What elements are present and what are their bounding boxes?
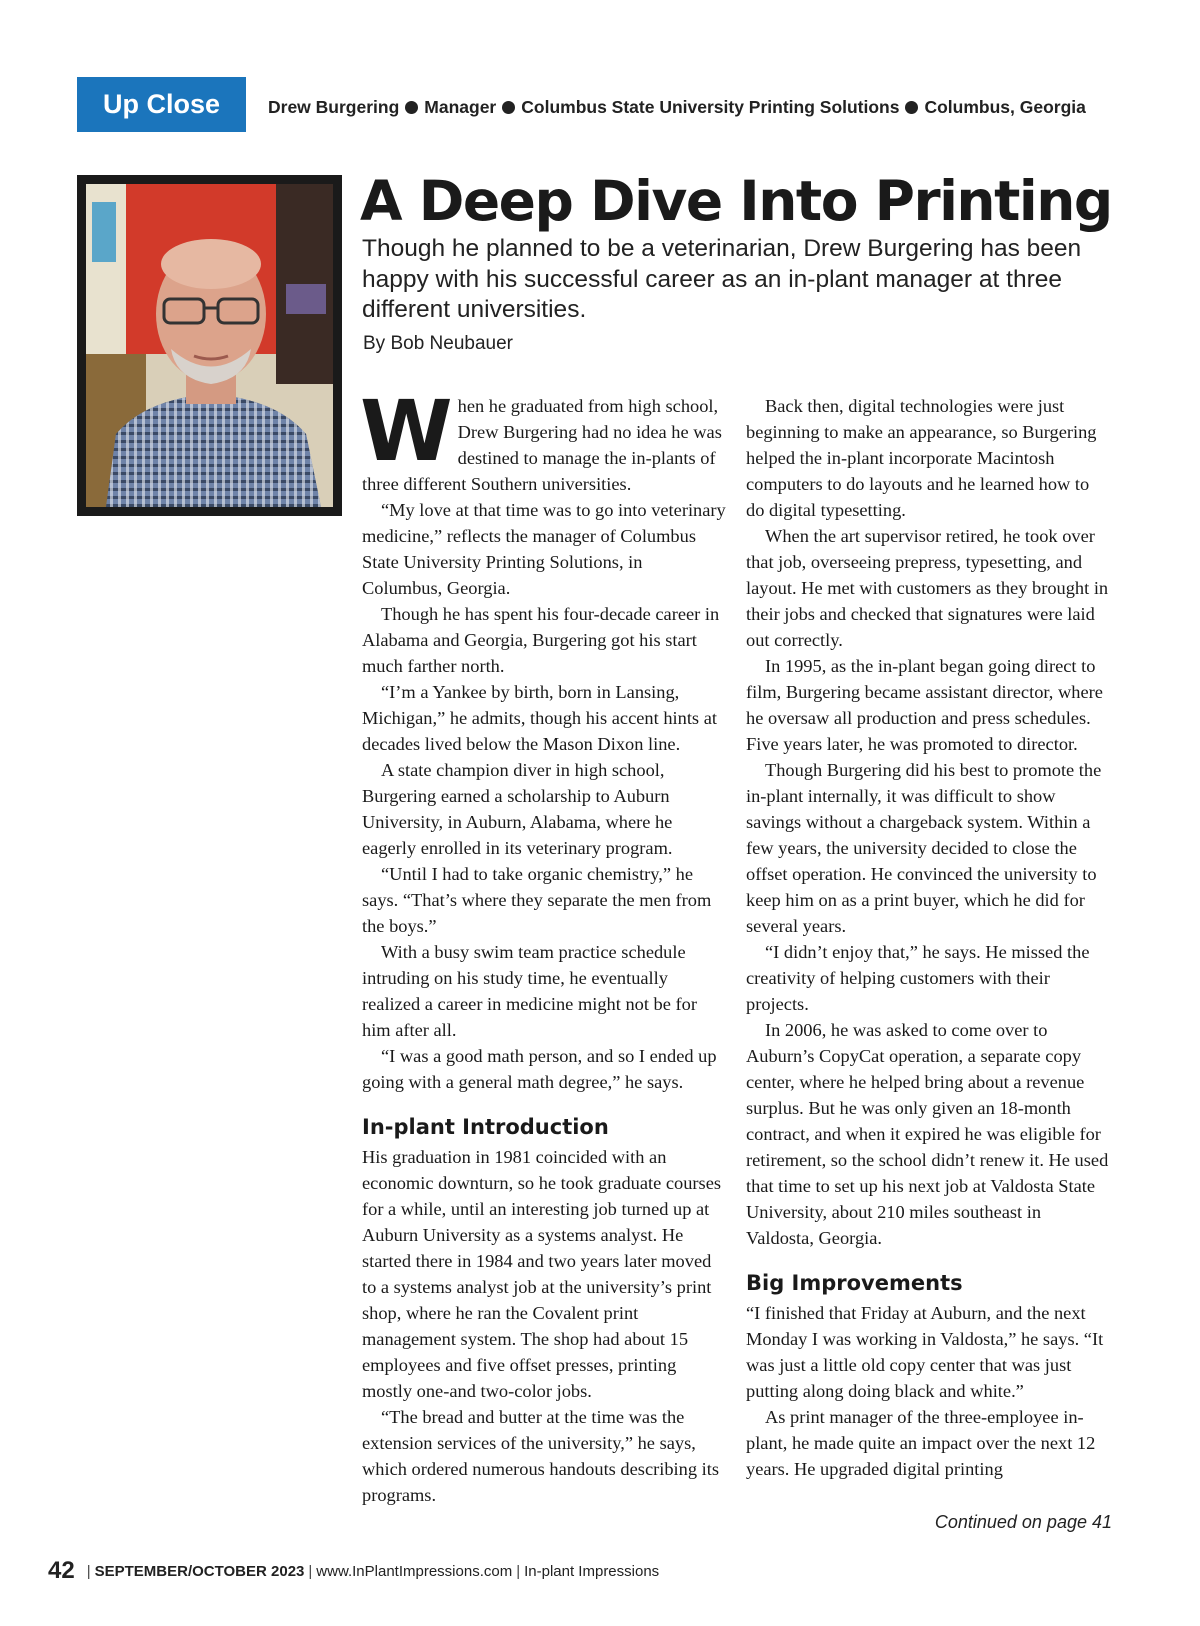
header-title: Manager <box>424 97 497 117</box>
portrait-photo <box>77 175 342 516</box>
paragraph: As print manager of the three-employee in-plant, he made quite an impact over the next 12 years. He upgraded digital printing <box>746 1407 1096 1479</box>
header-name: Drew Burgering <box>268 97 400 117</box>
body-column-1 <box>360 382 726 1508</box>
paragraph: A state champion diver in high school, Burgering earned a scholarship to Auburn University, in Auburn, Alabama, where he eagerly enrolled in its veterinary program. <box>362 760 673 858</box>
paragraph: “I finished that Friday at Auburn, and the next Monday I was working in Valdosta,” he says. “It was just a little old copy center that was just putting along doing black and white.” <box>746 1303 1104 1401</box>
paragraph-text: hen he graduated from high school, Drew Burgering had no idea he was destined to manage the in-plants of three different Southern universities. <box>362 396 722 494</box>
paragraph: Though Burgering did his best to promote the in-plant internally, it was difficult to show savings without a chargeback system. Within a few years, the university decided to close the offset operation. He convinced the university to keep him on as a print buyer, which he did for several years. <box>746 760 1102 936</box>
bullet-dot-icon <box>405 101 418 114</box>
body-column-2 <box>746 393 1110 1482</box>
subhead: Big Improvements <box>746 1271 963 1295</box>
paragraph: When the art supervisor retired, he took over that job, overseeing prepress, typesetting, and layout. He met with customers as they brought in their jobs and checked that signatures were laid out correctly. <box>746 526 1109 650</box>
section-tag: Up Close <box>77 77 246 132</box>
bullet-dot-icon <box>905 101 918 114</box>
subhead: In-plant Introduction <box>362 1115 609 1139</box>
paragraph: “I didn’t enjoy that,” he says. He missed the creativity of helping customers with their projects. <box>746 942 1090 1014</box>
issue-date: SEPTEMBER/OCTOBER 2023 <box>94 1563 305 1580</box>
paragraph: “The bread and butter at the time was the extension services of the university,” he says, which ordered numerous handouts describing its programs. <box>362 1407 720 1505</box>
drop-cap: W <box>360 382 453 480</box>
paragraph: Though he has spent his four-decade career in Alabama and Georgia, Burgering got his start much farther north. <box>362 604 720 676</box>
article-header-line <box>268 97 1086 118</box>
website-link[interactable]: www.InPlantImpressions.com <box>316 1563 513 1580</box>
footer-separator: | <box>516 1563 521 1580</box>
paragraph: Back then, digital technologies were just beginning to make an appearance, so Burgering helped the in-plant incorporate Macintosh computers to do layouts and he learned how to do digital typesetting. <box>746 396 1097 520</box>
paragraph <box>360 382 726 497</box>
portrait-image <box>86 184 333 507</box>
page-footer <box>48 1557 659 1585</box>
byline: By Bob Neubauer <box>363 333 513 354</box>
headline: A Deep Dive Into Printing <box>360 169 1112 233</box>
continued-on-page: Continued on page 41 <box>934 1512 1112 1532</box>
paragraph: “I’m a Yankee by birth, born in Lansing, Michigan,” he admits, though his accent hints at decades lived below the Mason Dixon line. <box>362 682 717 754</box>
dek-subtitle: Though he planned to be a veterinarian, Drew Burgering has been happy with his successful career as an in-plant manager at three different universities. <box>362 235 1082 323</box>
page-number: 42 <box>48 1557 75 1584</box>
paragraph: “I was a good math person, and so I ended up going with a general math degree,” he says. <box>362 1046 717 1092</box>
footer-separator: | <box>308 1563 313 1580</box>
paragraph: “My love at that time was to go into veterinary medicine,” reflects the manager of Columbus State University Printing Solutions, in Columbus, Georgia. <box>362 500 726 598</box>
publication-name: In-plant Impressions <box>524 1563 660 1580</box>
paragraph: In 1995, as the in-plant began going direct to film, Burgering became assistant director, where he oversaw all production and press schedules. Five years later, he was promoted to director. <box>746 656 1103 754</box>
paragraph: With a busy swim team practice schedule intruding on his study time, he eventually realized a career in medicine might not be for him after all. <box>362 942 697 1040</box>
paragraph: “Until I had to take organic chemistry,” he says. “That’s where they separate the men from the boys.” <box>362 864 712 936</box>
header-location: Columbus, Georgia <box>924 97 1086 117</box>
paragraph: His graduation in 1981 coincided with an economic downturn, so he took graduate courses for a while, until an interesting job turned up at Auburn University as a systems analyst. He started there in 1984 and two years later moved to a systems analyst job at the university’s print shop, where he ran the Covalent print management system. The shop had about 15 employees and five offset presses, printing mostly one-and two-color jobs. <box>362 1147 722 1401</box>
header-organization: Columbus State University Printing Solutions <box>521 97 900 117</box>
bullet-dot-icon <box>502 101 515 114</box>
footer-separator: | <box>86 1563 91 1580</box>
paragraph: In 2006, he was asked to come over to Auburn’s CopyCat operation, a separate copy center, where he helped bring about a revenue surplus. But he was only given an 18-month contract, and when it expired he was eligible for retirement, so the school didn’t renew it. He used that time to set up his next job at Valdosta State University, about 210 miles southeast in Valdosta, Georgia. <box>746 1020 1109 1248</box>
